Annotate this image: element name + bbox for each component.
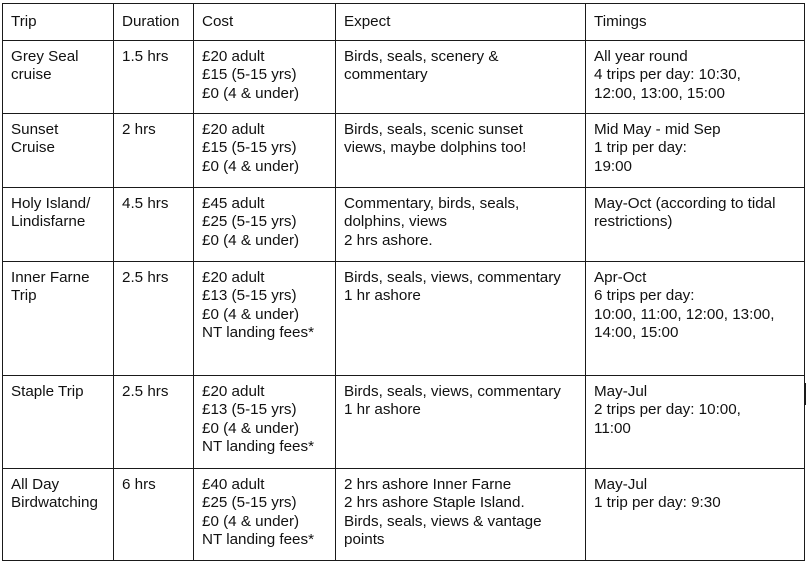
header-duration: Duration bbox=[114, 4, 194, 41]
timings-cell: May-Oct (according to tidal restrictions) bbox=[586, 188, 805, 262]
edge-marker bbox=[804, 383, 806, 405]
expect-cell: Birds, seals, scenery & commentary bbox=[336, 41, 586, 114]
expect-cell: 2 hrs ashore Inner Farne 2 hrs ashore Staple Island. Birds, seals, views & vantage points bbox=[336, 469, 586, 561]
table-row bbox=[3, 188, 805, 262]
table-row bbox=[3, 262, 805, 376]
trip-cell: Sunset Cruise bbox=[3, 114, 114, 188]
header-timings: Timings bbox=[586, 4, 805, 41]
table-row bbox=[3, 114, 805, 188]
trip-cell: Inner Farne Trip bbox=[3, 262, 114, 376]
header-row bbox=[3, 4, 805, 41]
trip-cell: All Day Birdwatching bbox=[3, 469, 114, 561]
duration-cell: 1.5 hrs bbox=[114, 41, 194, 114]
expect-cell: Birds, seals, views, commentary 1 hr ashore bbox=[336, 376, 586, 469]
header-expect: Expect bbox=[336, 4, 586, 41]
trip-cell: Staple Trip bbox=[3, 376, 114, 469]
cost-cell: £20 adult £13 (5-15 yrs) £0 (4 & under) NT landing fees* bbox=[194, 262, 336, 376]
timings-cell: Apr-Oct 6 trips per day: 10:00, 11:00, 12:00, 13:00, 14:00, 15:00 bbox=[586, 262, 805, 376]
expect-cell: Birds, seals, scenic sunset views, maybe dolphins too! bbox=[336, 114, 586, 188]
table-row bbox=[3, 41, 805, 114]
cost-cell: £20 adult £15 (5-15 yrs) £0 (4 & under) bbox=[194, 41, 336, 114]
table-row bbox=[3, 469, 805, 561]
cost-cell: £20 adult £13 (5-15 yrs) £0 (4 & under) NT landing fees* bbox=[194, 376, 336, 469]
duration-cell: 2.5 hrs bbox=[114, 262, 194, 376]
trip-cell: Grey Seal cruise bbox=[3, 41, 114, 114]
header-trip: Trip bbox=[3, 4, 114, 41]
timings-cell: Mid May - mid Sep 1 trip per day: 19:00 bbox=[586, 114, 805, 188]
duration-cell: 2.5 hrs bbox=[114, 376, 194, 469]
timings-cell: May-Jul 2 trips per day: 10:00, 11:00 bbox=[586, 376, 805, 469]
trip-cell: Holy Island/ Lindisfarne bbox=[3, 188, 114, 262]
cost-cell: £40 adult £25 (5-15 yrs) £0 (4 & under) NT landing fees* bbox=[194, 469, 336, 561]
duration-cell: 4.5 hrs bbox=[114, 188, 194, 262]
cost-cell: £45 adult £25 (5-15 yrs) £0 (4 & under) bbox=[194, 188, 336, 262]
expect-cell: Birds, seals, views, commentary 1 hr ashore bbox=[336, 262, 586, 376]
trips-table bbox=[2, 3, 805, 561]
timings-cell: All year round 4 trips per day: 10:30, 12:00, 13:00, 15:00 bbox=[586, 41, 805, 114]
table-row bbox=[3, 376, 805, 469]
header-cost: Cost bbox=[194, 4, 336, 41]
duration-cell: 6 hrs bbox=[114, 469, 194, 561]
expect-cell: Commentary, birds, seals, dolphins, views 2 hrs ashore. bbox=[336, 188, 586, 262]
cost-cell: £20 adult £15 (5-15 yrs) £0 (4 & under) bbox=[194, 114, 336, 188]
timings-cell: May-Jul 1 trip per day: 9:30 bbox=[586, 469, 805, 561]
duration-cell: 2 hrs bbox=[114, 114, 194, 188]
